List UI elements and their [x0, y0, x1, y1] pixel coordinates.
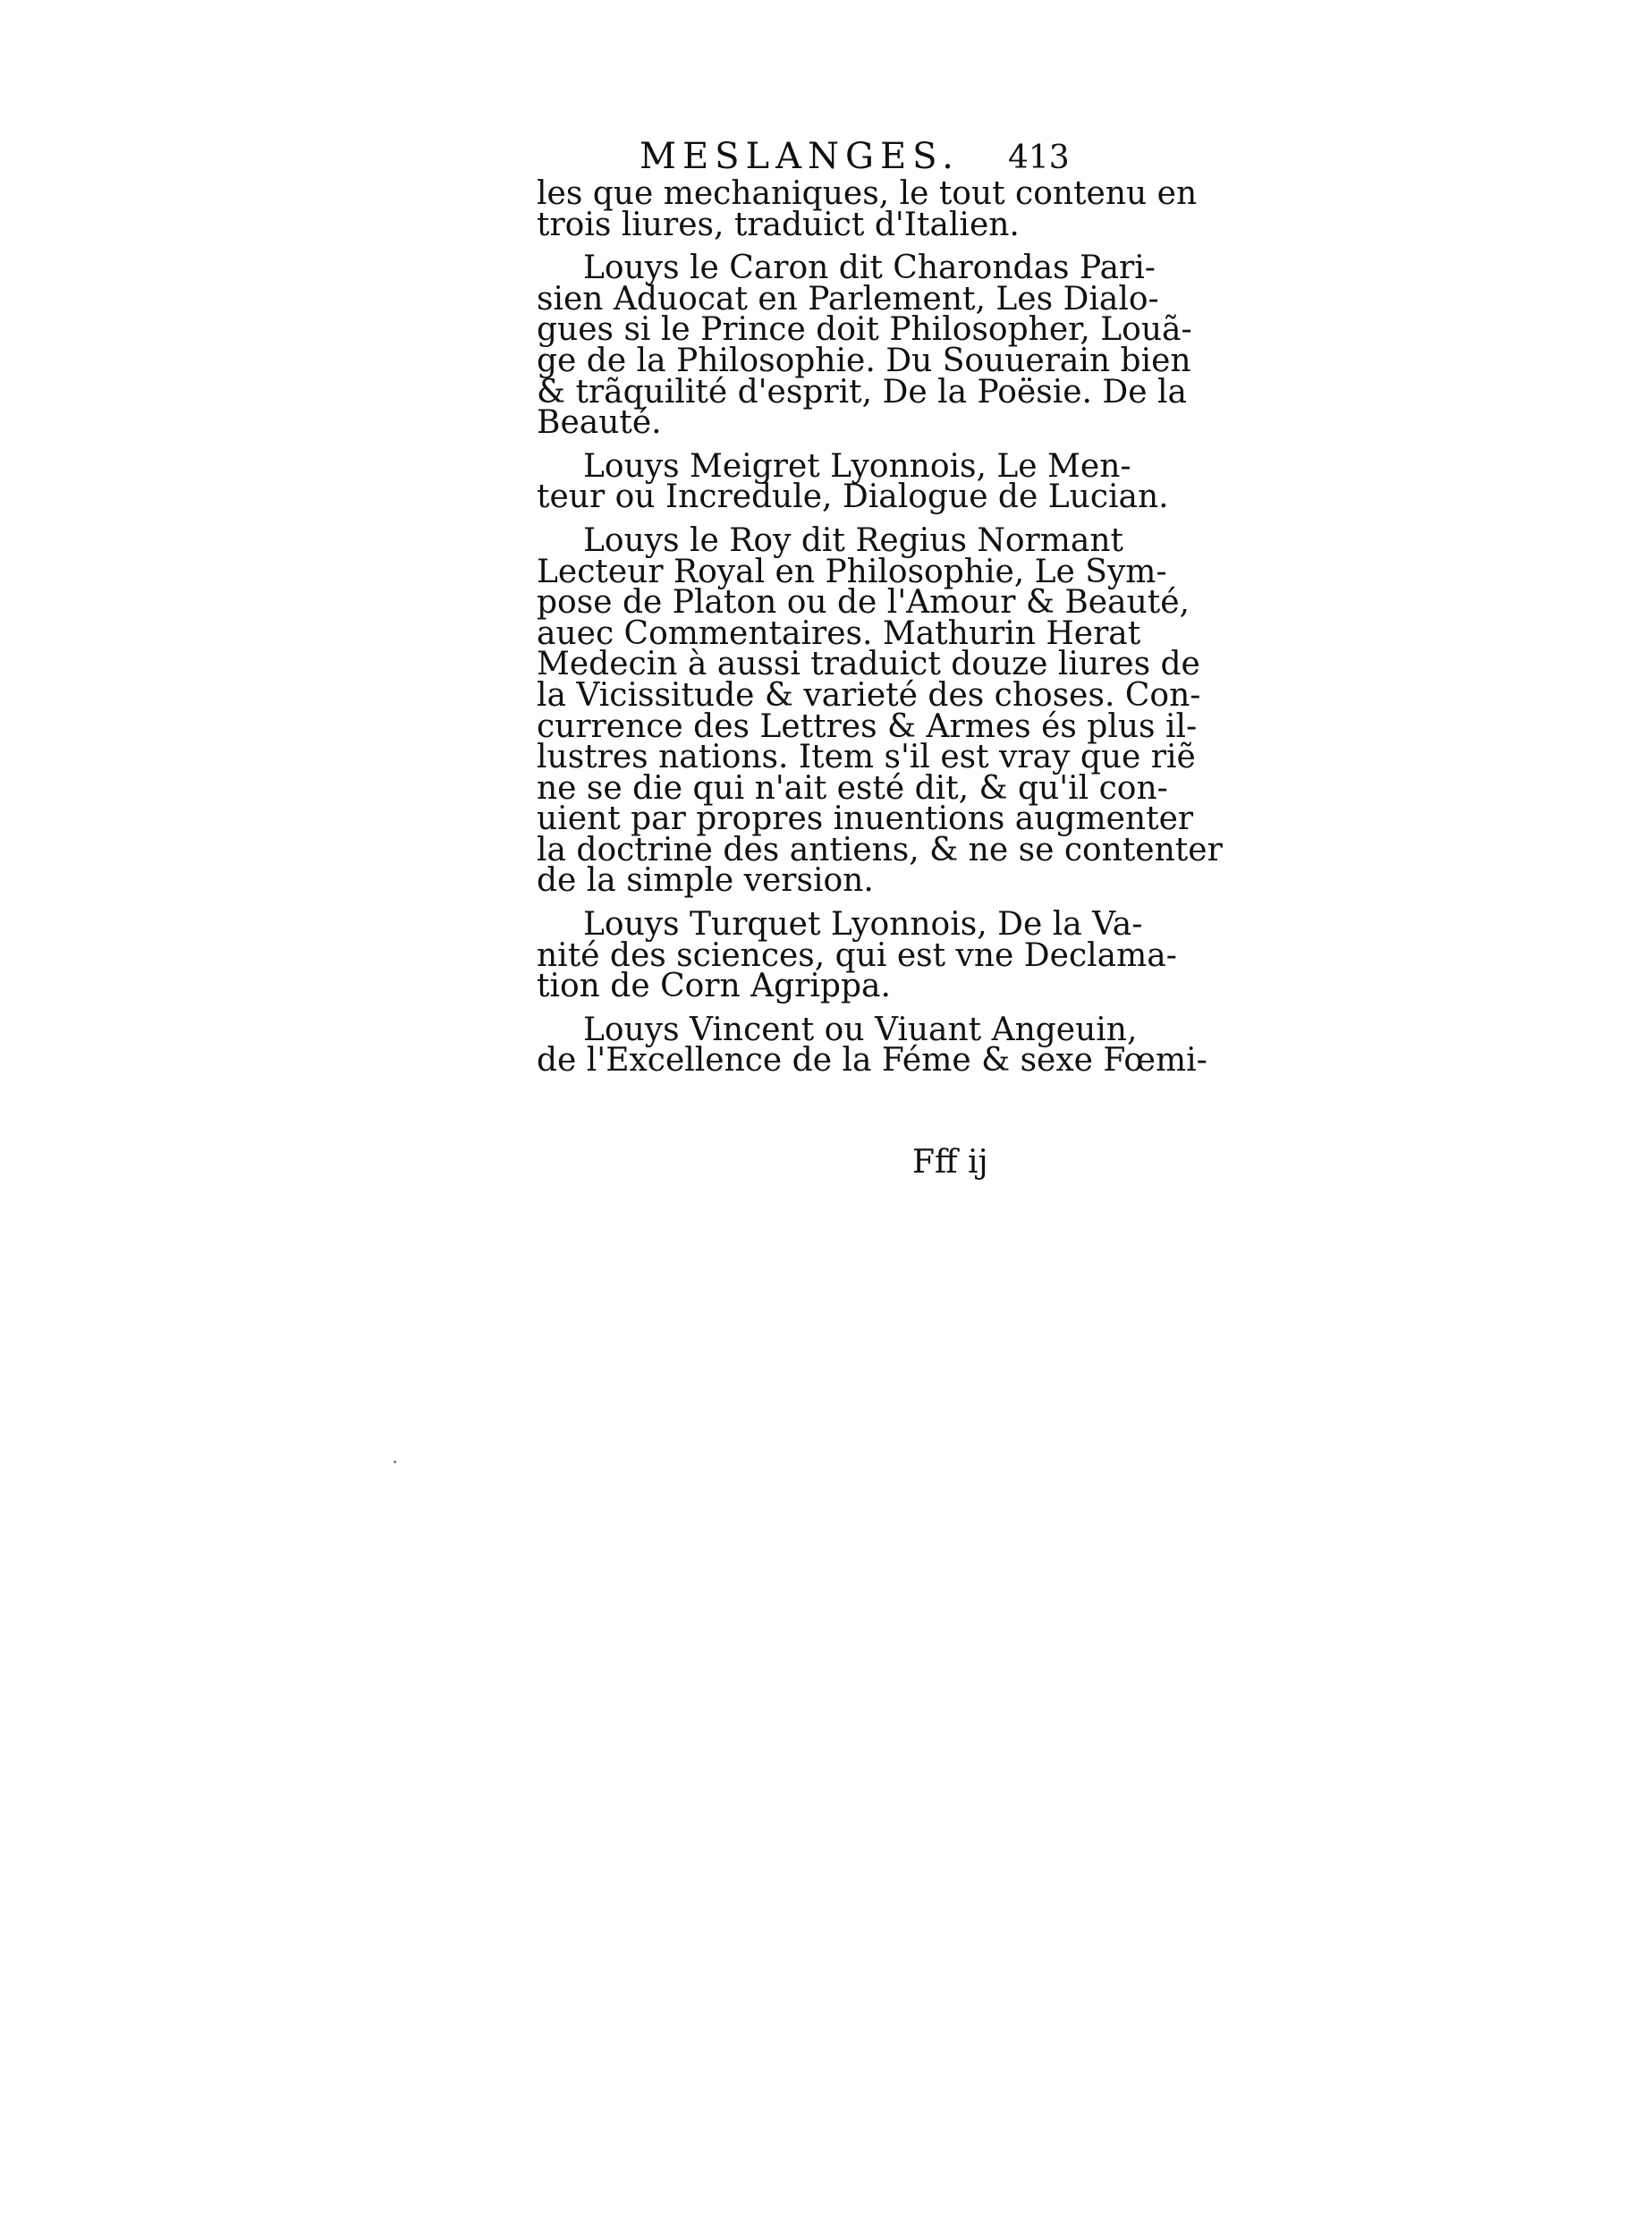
text-line: auec Commentaires. Mathurin Herat [537, 614, 1141, 652]
text-line: ge de la Philosophie. Du Souuerain bien [537, 342, 1191, 379]
text-line: lustres nations. Item s'il est vray que riẽ [537, 739, 1196, 776]
signature-mark: Fff ij [912, 1144, 988, 1181]
text-line: tion de Corn Agrippa. [537, 968, 891, 1005]
text-line: nité des sciences, qui est vne Declama- [537, 936, 1177, 974]
text-line: & trãquilité d'esprit, De la Poësie. De la [537, 373, 1187, 411]
running-title: MESLANGES. [640, 136, 960, 177]
text-line: trois liures, traduict d'Italien. [537, 206, 1020, 243]
body-text [537, 175, 1223, 1080]
text-line: Louys le Roy dit Regius Normant [583, 521, 1124, 559]
text-line: la doctrine des antiens, & ne se contenter [537, 831, 1223, 868]
text-line: uient par propres inuentions augmenter [537, 800, 1194, 838]
text-line: sien Aduocat en Parlement, Les Dialo- [537, 280, 1159, 318]
text-column [537, 134, 1223, 1181]
text-line: Louys Turquet Lyonnois, De la Va- [583, 906, 1143, 944]
text-line: de l'Excellence de la Féme & sexe Fœmi- [537, 1042, 1207, 1080]
text-line: Louys le Caron dit Charondas Pari- [583, 250, 1156, 287]
text-line: gues si le Prince doit Philosopher, Louã- [537, 311, 1192, 349]
running-head [537, 134, 1082, 179]
text-line: les que mechaniques, le tout contenu en [537, 175, 1198, 212]
text-line: Louys Vincent ou Viuant Angeuin, [583, 1011, 1138, 1048]
text-line: la Vicissitude & varieté des choses. Con- [537, 676, 1201, 714]
text-line: ne se die qui n'ait esté dit, & qu'il con- [537, 769, 1168, 807]
text-line: currence des Lettres & Armes és plus il- [537, 707, 1198, 745]
text-line: Beauté. [537, 404, 662, 442]
text-line: teur ou Incredule, Dialogue de Lucian. [537, 479, 1169, 516]
text-line: Lecteur Royal en Philosophie, Le Sym- [537, 553, 1167, 590]
paper-speck [394, 1461, 396, 1463]
page-number: 413 [1008, 140, 1070, 176]
text-line: Medecin à aussi traduict douze liures de [537, 646, 1200, 683]
text-line: de la simple version. [537, 862, 874, 900]
text-line: pose de Platon ou de l'Amour & Beauté, [537, 584, 1190, 622]
text-line: Louys Meigret Lyonnois, Le Men- [583, 447, 1131, 485]
